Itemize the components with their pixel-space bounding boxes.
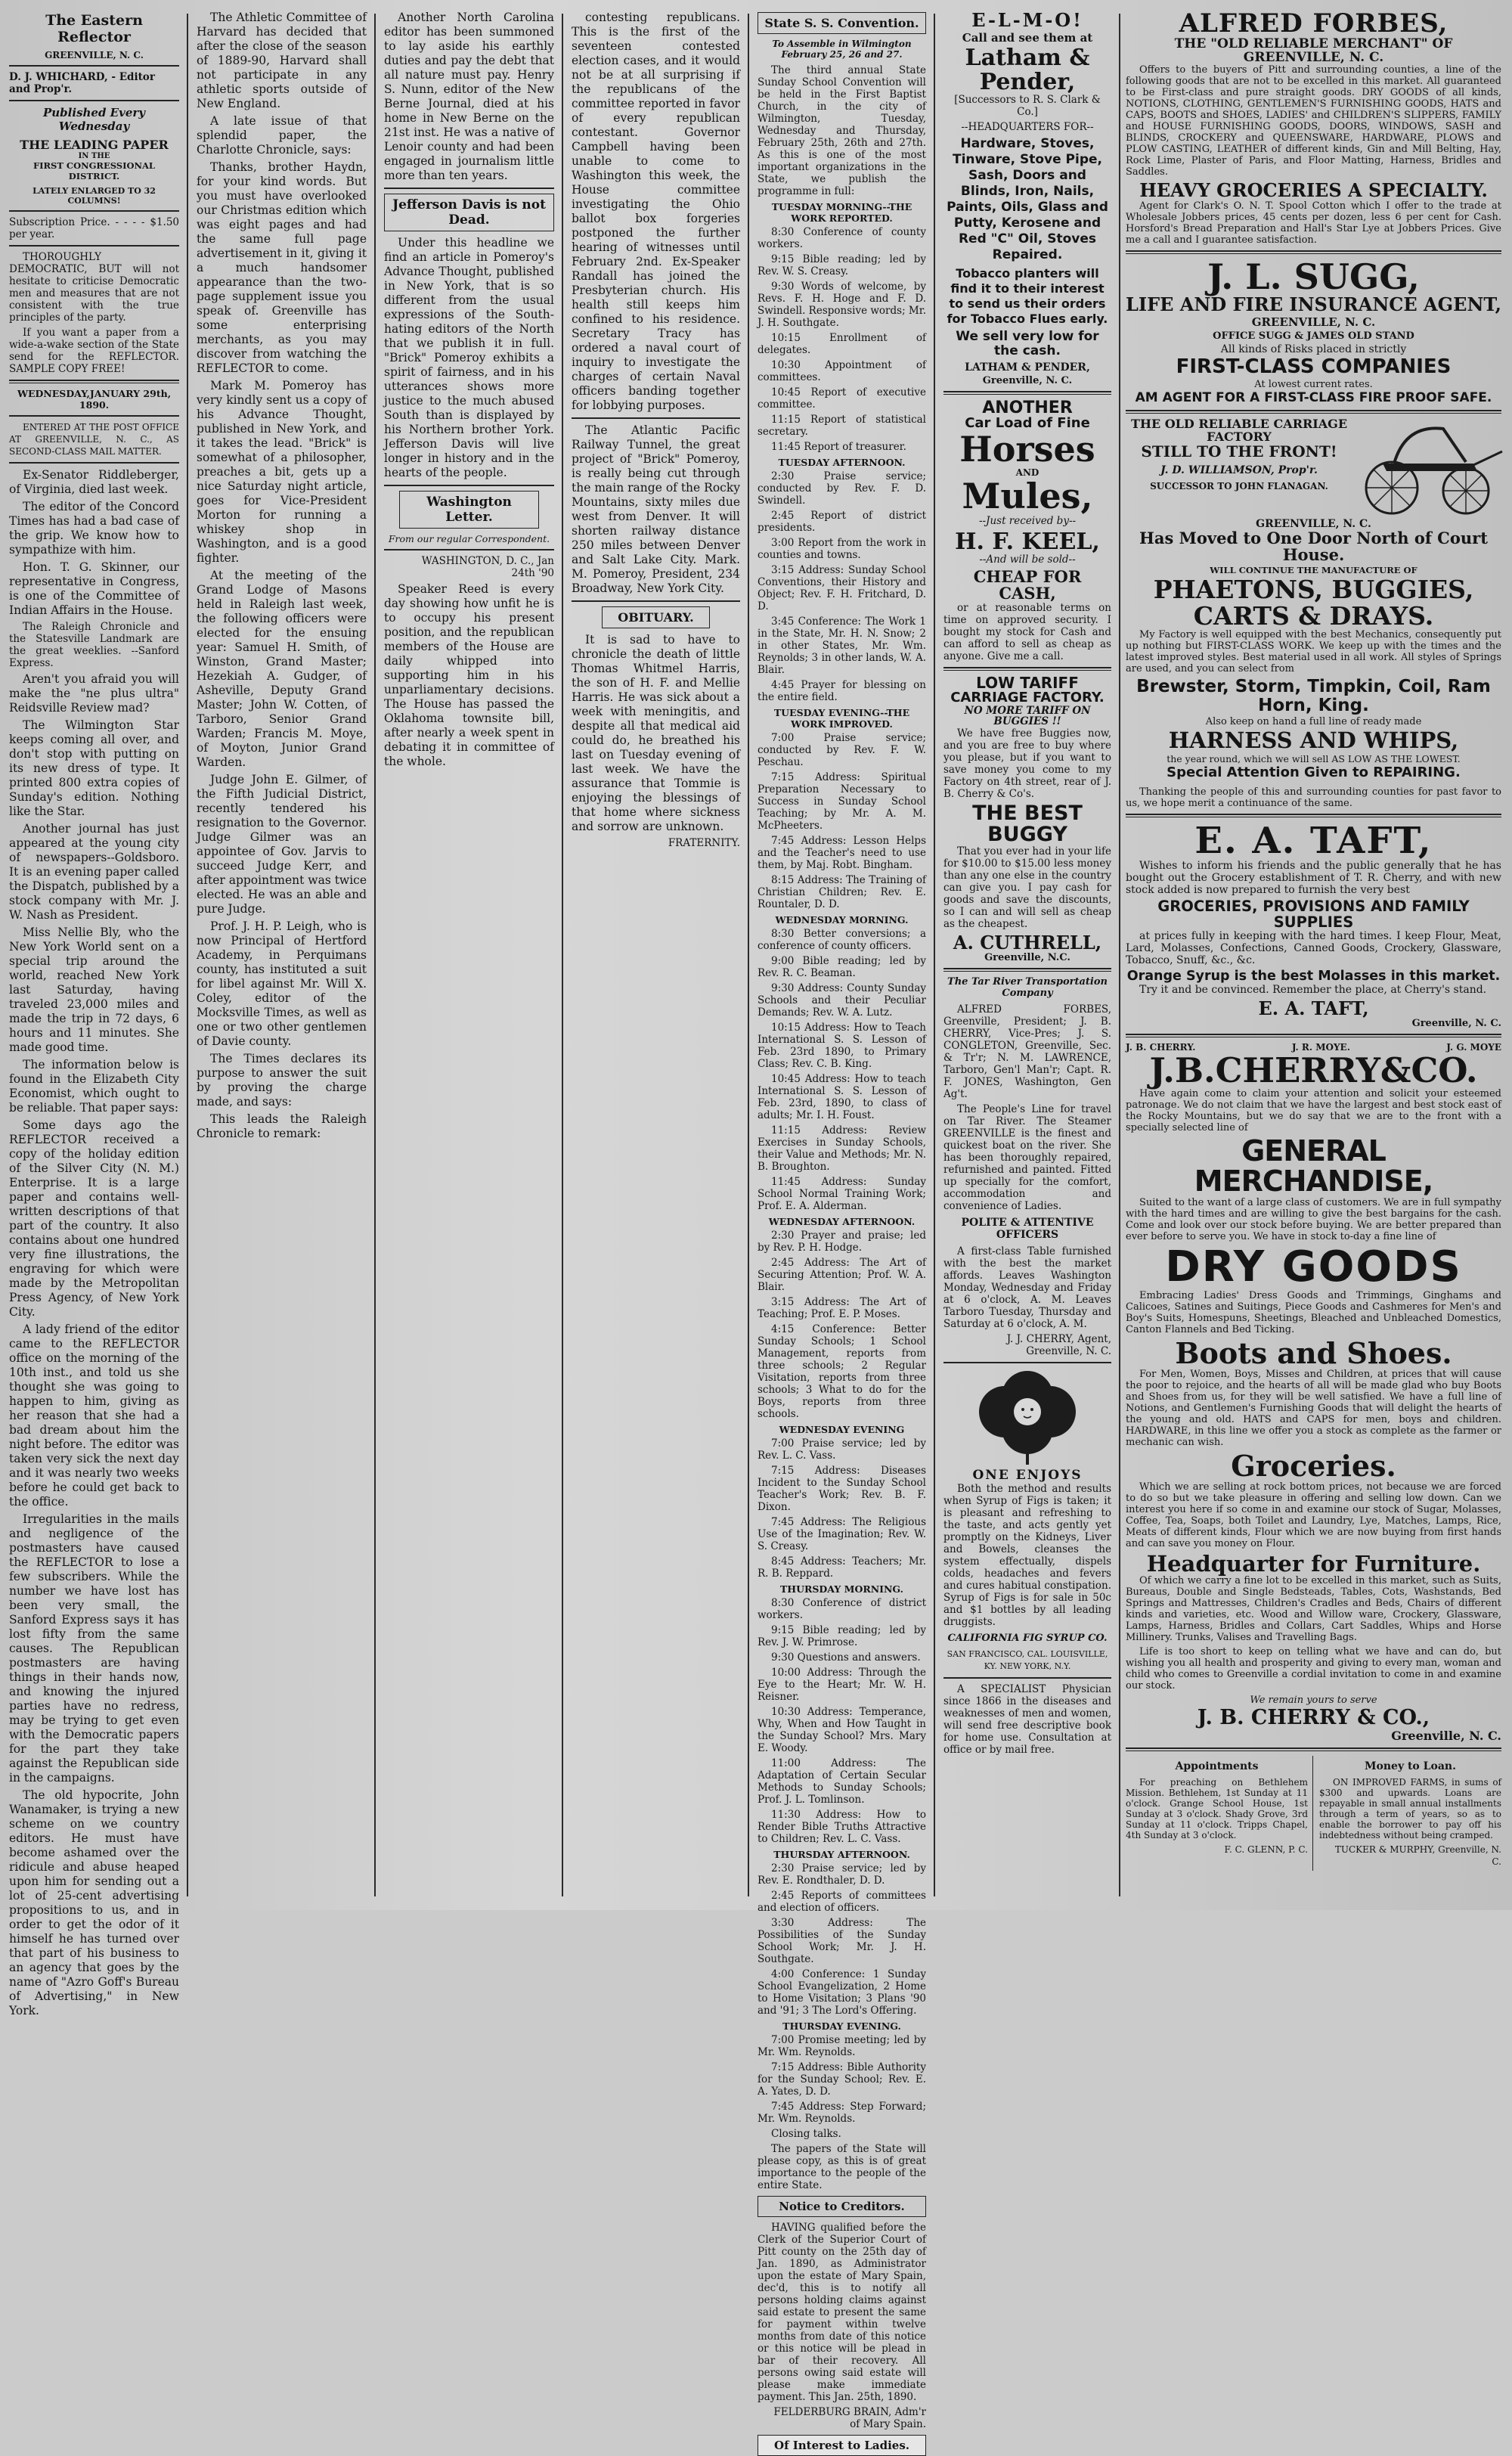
program-item: 10:30 Appointment of committees. xyxy=(758,359,926,383)
news-item: At the meeting of the Grand Lodge of Masons held in Raleigh last week, the following officers were elected for the ensuing year: Samuel H. Smith, of Winston, Grand Master; Hezekiah A. Gudger, of Asheville, Deputy Grand Master; John W. Cotten, of Tarboro, Senior Grand Warden; Francis M. Moye, of Moyton, Junior Grand Warden. xyxy=(197,569,367,769)
program-item: 9:15 Bible reading; led by Rev. J. W. Primrose. xyxy=(758,1624,926,1648)
program-item: 7:15 Address: Spiritual Preparation Necessary to Success in Sunday School Teaching; by Mr. A. M. McPheeters. xyxy=(758,771,926,832)
column-rule xyxy=(187,14,188,1896)
news-item: Irregularities in the mails and negligence of the postmasters have caused the REFLECTOR to lose a few subscribers. While the number we have lost has been very small, the Sanford Express says it has lost fifty from the same causes. The Republican postmasters are having things in their hands now, and knowing the injured parties have no redress, may be trying to get even with the Democratic papers for the part they take against the Republican side in the campaigns. xyxy=(9,1512,179,1785)
masthead-place: GREENVILLE, N. C. xyxy=(45,50,144,60)
obituary-text: It is sad to have to chronicle the death of little Thomas Whitmel Harris, the son of H. F. and Mellie Harris. He was sick about a week with meningitis, and despite all that medical aid could do, he breathed his last on Tuesday evening of last week. We have the assurance that Tommie is enjoying the blessings of that home where sickness and sorrow are unknown. xyxy=(572,633,740,833)
ad-jb-cherry: J.B.CHERRY&CO. xyxy=(1149,1050,1478,1090)
money-to-loan-notice: Money to Loan. ON IMPROVED FARMS, in sums of $300 and upwards. Loans are repayable in small annual installments through a term of years, so as to enable the borrower to pay off his indebtedness without being cramped. TUCKER & MURPHY, Greenville, N. C. xyxy=(1319,1760,1501,1868)
news-item: This leads the Raleigh Chronicle to remark: xyxy=(197,1112,367,1140)
dateline: WASHINGTON, D. C., Jan 24th '90 xyxy=(421,555,554,579)
program-item: 7:00 Praise service; led by Rev. L. C. Vass. xyxy=(758,1437,926,1462)
ad-latham-pender: Latham & Pender, xyxy=(965,45,1090,95)
program-section-heading: THURSDAY AFTERNOON. xyxy=(773,1849,910,1860)
program-section-heading: THURSDAY EVENING. xyxy=(782,2020,901,2032)
news-item: The Times declares its purpose to answer the suit by proving the charge made, and says: xyxy=(197,1052,367,1109)
masthead-published: Published Every Wednesday xyxy=(43,106,145,133)
program-item: 7:15 Address: Bible Authority for the Sunday School; Rev. E. A. Yates, D. D. xyxy=(758,2061,926,2098)
program-item: 9:30 Words of welcome, by Revs. F. H. Hoge and F. D. Swindell. Responsive words; Mr. J. H. Southgate. xyxy=(758,281,926,329)
program-item: 3:00 Report from the work in counties and towns. xyxy=(758,537,926,561)
masthead-name: The Eastern Reflector xyxy=(45,12,143,45)
program-item: 2:30 Prayer and praise; led by Rev. P. H. Hodge. xyxy=(758,1230,926,1254)
entered-notice: ENTERED AT THE POST OFFICE AT GREENVILLE, N. C., AS SECOND-CLASS MAIL MATTER. xyxy=(9,422,179,457)
headline-obituary: OBITUARY. xyxy=(602,606,710,628)
news-item: Aren't you afraid you will make the "ne plus ultra" Reidsville Review mad? xyxy=(9,672,179,715)
masthead-leading: THE LEADING PAPER xyxy=(20,138,169,152)
program-item: 10:15 Enrollment of delegates. xyxy=(758,332,926,356)
program-item: 3:15 Address: The Art of Teaching; Prof. E. P. Moses. xyxy=(758,1296,926,1320)
news-item: Prof. J. H. P. Leigh, who is now Principal of Hertford Academy, in Perquimans county, has instituted a suit for libel against Mr. Will X. Coley, editor of the Mocksville Times, as well as one or two other gentlemen of Davie county. xyxy=(197,919,367,1048)
program-item: 11:15 Report of statistical secretary. xyxy=(758,414,926,438)
news-item: Judge John E. Gilmer, of the Fifth Judicial District, recently tendered his resignation to the Governor. Judge Gilmer was an appointee of Gov. Jarvis to succeed Judge Kerr, and after appointment was twice elected. He was an able and pure Judge. xyxy=(197,773,367,916)
program-section-heading: TUESDAY MORNING--THE WORK REPORTED. xyxy=(771,201,912,224)
column-rule xyxy=(1119,14,1120,1896)
ad-carriage-factory-williamson: THE OLD RELIABLE CARRIAGE FACTORY STILL TO THE FRONT! J. D. WILLIAMSON, Prop'r. SUCCESSOR TO JOHN FLANAGAN. GREENVILLE, N. C. Has Moved to One Door North of Court House. WILL CONTINUE THE MANUFACTURE OF xyxy=(1126,418,1501,577)
program-section-heading: WEDNESDAY EVENING xyxy=(779,1424,905,1435)
program-item: 10:30 Address: Temperance, Why, When and How Taught in the Sunday School? Mrs. Mary E. Woody. xyxy=(758,1706,926,1754)
column-6-ads: E-L-M-O! Call and see them at Latham & Pender, [Successors to R. S. Clark & Co.] --HEADQUARTERS FOR-- Hardware, Stoves, Tinware, Stove Pipe, Sash, Doors and Blinds, Iron, Nails, Paints, Oils, Glass and Putty, Kerosene and Red "C" Oil, Stoves Repaired. Tobacco planters will find it to their interest to send us their orders for Tobacco Flues early. We sell very low for the cash. LATHAM & PENDER, Greenville, N. C. ANOTHER Car Load of Fine Horses AND Mules, --Just received by-- H. F. KEEL, --And will be sold-- CHEAP FOR CASH, or at reasonable terms on time on approved security. I bought my stock for Cash and can afford to sell as cheap as anyone. Give me a call. LOW TARIFF CARRIAGE FACTORY. NO MORE TARIFF ON BUGGIES !! We have free Buggies now, and you are free to buy where you please, but if you want to save money you come to my Factory on 4th street, rear of J. B. Cherry & Co's. THE BEST BUGGY That you ever had in your life for $10.00 to $15.00 less money than any one else in the country can give you. I pay cash for goods and save the discounts, so I can and will sell as cheap as the cheapest. A. CUTHRELL, Greenville, N.C. The Tar River Transportation Company ALFRED FORBES, Greenville, President; J. B. CHERRY, Vice-Pres; J. S. CONGLETON, Greenville, Sec. & Tr'r; N. M. LAWRENCE, Tarboro, Gen'l Man'r; Capt. R. F. JONES, Washington, Gen Ag't. The People's Line for travel on Tar River. The Steamer GREENVILLE is the finest and quickest boat on the river. She has been thoroughly repaired, refurnished and painted. Fitted up specially for the comfort, accommodation and convenience of Ladies. POLITE & ATTENTIVE OFFICERS A first-class Table furnished with the best the market affords. Leaves Washington Monday, Wednesday and Friday at 6 o'clock, A. M. Leaves Tarboro Tuesday, Thursday and Saturday at 6 o'clock, A. M. J. J. CHERRY, Agent, Greenville, N. C. ONE ENJOYS Both the method and results when Syrup of Figs is taken; it is pleasant and refreshing to the taste, and acts gently yet promptly on the Kidneys, Liver and Bowels, cleanses the system effectually, dispels colds, headaches and fevers and cures habitual constipation. Syrup of Figs is for sale in 50c and $1 bottles by all leading druggists. CALIFORNIA FIG SYRUP CO. SAN FRANCISCO, CAL. LOUISVILLE, KY. NEW YORK, N.Y. A SPECIALIST Physician since 1866 in the diseases and weaknesses of men and women, will send free descriptive book for home use. Consultation at office or by mail free. xyxy=(943,9,1111,1757)
program-item: 7:15 Address: Diseases Incident to the Sunday School Teacher's Work; Rev. B. F. Dixon. xyxy=(758,1465,926,1513)
headline-interest-ladies: Of Interest to Ladies. xyxy=(758,2435,926,2456)
partners-row: J. B. CHERRY. J. R. MOYE. J. G. MOYE xyxy=(1126,1041,1501,1053)
ad-sugg-insurance: J. L. SUGG, xyxy=(1207,256,1420,297)
masthead-sample: If you want a paper from a wide-a-wake section of the State send for the REFLECTOR. SAMPLE COPY FREE! xyxy=(9,327,179,375)
program-item: 8:30 Conference of county workers. xyxy=(758,226,926,250)
program-item: 2:30 Praise service; led by Rev. E. Rondthaler, D. D. xyxy=(758,1862,926,1887)
news-item: The information below is found in the Elizabeth City Economist, which ought to be reliable. That paper says: xyxy=(9,1058,179,1115)
column-rule xyxy=(748,14,749,1896)
convention-intro: The third annual State Sunday School Convention will be held in the First Baptist Church, in the city of Wilmington, Tuesday, Wednesday and Thursday, February 25th, 26th and 27th. As this is one of the most important organizations in the State, we publish the programme in full: xyxy=(758,64,926,197)
program-item: 11:45 Address: Sunday School Normal Training Work; Prof. E. A. Alderman. xyxy=(758,1176,926,1212)
program-item: 7:45 Address: Step Forward; Mr. Wm. Reynolds. xyxy=(758,2101,926,2125)
program-item: 3:15 Address: Sunday School Conventions, their History and Object; Rev. F. H. Fritchard, D. D. xyxy=(758,564,926,612)
headline-notice-creditors: Notice to Creditors. xyxy=(758,2196,926,2217)
program-item: 9:30 Questions and answers. xyxy=(771,1651,921,1664)
program-item: 4:00 Conference: 1 Sunday School Evangelization, 2 Home to Home Visitation; 3 Plans '90 and '91; 3 The Lord's Offering. xyxy=(758,1968,926,2017)
column-rule xyxy=(374,14,376,1896)
program-item: 4:45 Prayer for blessing on the entire field. xyxy=(758,679,926,703)
article-jefferson-davis: Under this headline we find an article in Pomeroy's Advance Thought, published in New York, that is so different from the usual expressions of the South-hating editors of the North that we publish it in full. "Brick" Pomeroy exhibits a spirit of fairness, and in his utterances shows more justice to the much abused South than is displayed by his Northern brother York. Jefferson Davis will live longer in history and in the hearts of the people. xyxy=(384,236,554,479)
column-5: State S. S. Convention. To Assemble in Wilmington February 25, 26 and 27. The third annual State Sunday School Convention will be held in the First Baptist Church, in the city of Wilmington, Tuesday, Wednesday and Thursday, February 25th, 26th and 27th. As this is one of the most important organizations in the State, we publish the programme in full: TUESDAY MORNING--THE WORK REPORTED. 8:30 Conference of county workers. 9:15 Bible reading; led by Rev. W. S. Creasy. 9:30 Words of welcome, by Revs. F. H. Hoge and F. D. Swindell. Responsive words; Mr. J. H. Southgate. 10:15 Enrollment of delegates. 10:30 Appointment of committees. 10:45 Report of executive committee. 11:15 Report of statistical secretary. 11:45 Report of treasurer. TUESDAY AFTERNOON. 2:30 Praise service; conducted by Rev. F. D. Swindell. 2:45 Report of district presidents. 3:00 Report from the work in counties and towns. 3:15 Address: Sunday School Conventions, their History and Object; Rev. F. H. Fritchard, D. D. 3:45 Conference: The Work 1 in the State, Mr. H. N. Snow; 2 in other States, Mr. Wm. Reynolds; 3 in other lands, W. A. Blair. 4:45 Prayer for blessing on the entire field. TUESDAY EVENING--THE WORK IMPROVED. 7:00 Praise service; conducted by Rev. F. W. Peschau. 7:15 Address: Spiritual Preparation Necessary to Success in Sunday School Teaching; by Mr. A. M. McPheeters. 7:45 Address: Lesson Helps and the Teacher's need to use them, by Maj. Robt. Bingham. 8:15 Address: The Training of Christian Children; Rev. E. Rountaler, D. D. WEDNESDAY MORNING. 8:30 Better conversions; a conference of county officers. 9:00 Bible reading; led by Rev. R. C. Beaman. 9:30 Address: County Sunday Schools and their Peculiar Demands; Rev. W. A. Lutz. 10:15 Address: How to Teach International S. S. Lesson of Feb. 23rd 1890, to Primary Class; Rev. C. B. King. 10:45 Address: How to teach International S. S. Lesson of Feb. 23rd, 1890, to class of adults; Mr. I. H. Foust. 11:15 Address: Review Exercises in Sunday Schools, their Value and Methods; Mr. N. B. Broughton. 11:45 Address: Sunday School Normal Training Work; Prof. E. A. Alderman. WEDNESDAY AFTERNOON. 2:30 Prayer and praise; led by Rev. P. H. Hodge. 2:45 Address: The Art of Securing Attention; Prof. W. A. Blair. 3:15 Address: The Art of Teaching; Prof. E. P. Moses. 4:15 Conference: Better Sunday Schools; 1 School Management, reports from three schools; 2 Regular Visitation, reports from three schools; 3 What to do for the Boys, reports from three schools. WEDNESDAY EVENING 7:00 Praise service; led by Rev. L. C. Vass. 7:15 Address: Diseases Incident to the Sunday School Teacher's Work; Rev. B. F. Dixon. 7:45 Address: The Religious Use of the Imagination; Rev. W. S. Creasy. 8:45 Address: Teachers; Mr. R. B. Reppard. THURSDAY MORNING. 8:30 Conference of district workers. 9:15 Bible reading; led by Rev. J. W. Primrose. 9:30 Questions and answers. 10:00 Address: Through the Eye to the Heart; Mr. W. H. Reisner. 10:30 Address: Temperance, Why, When and How Taught in the Sunday School? Mrs. Mary E. Woody. 11:00 Address: The Adaptation of Certain Secular Methods to Sunday Schools; Prof. J. L. Tomlinson. 11:30 Address: How to Render Bible Truths Attractive to Children; Rev. L. C. Vass. THURSDAY AFTERNOON. 2:30 Praise service; led by Rev. E. Rondthaler, D. D. 2:45 Reports of committees and election of officers. 3:30 Address: The Possibilities of the Sunday School Work; Mr. J. H. Southgate. 4:00 Conference: 1 Sunday School Evangelization, 2 Home to Home Visitation; 3 Plans '90 and '91; 3 The Lord's Offering. THURSDAY EVENING. 7:00 Promise meeting; led by Mr. Wm. Reynolds. 7:15 Address: Bible Authority for the Sunday School; Rev. E. A. Yates, D. D. 7:45 Address: Step Forward; Mr. Wm. Reynolds. Closing talks. The papers of the State will please copy, as this is of great importance to the people of the entire State. Notice to Creditors. HAVING qualified before the Clerk of the Superior Court of Pitt county on the 25th day of Jan. 1890, as Administrator upon the estate of Mary Spain, dec'd, this is to notify all persons holding claims against said estate to present the same for payment within twelve months from date of this notice or this notice will be plead in bar of their recovery. All persons owing said estate will please make immediate payment. This Jan. 25th, 1890. FELDERBURG BRAIN, Adm'r of Mary Spain. Of Interest to Ladies. xyxy=(750,11,934,1904)
news-item: Mark M. Pomeroy has very kindly sent us a copy of his Advance Thought, published in New York, and it takes the lead. "Brick" is somewhat of a philosopher, preaches a bit, gets up a nice Saturday night article, goes for Vice-President Morton for running a whiskey shop in Washington, and is a good fighter. xyxy=(197,379,367,565)
news-item: Thanks, brother Haydn, for your kind words. But you must have overlooked our Christmas edition which was eight pages and had the same full page advertisement in it, giving it a much handsomer appearance than the two-page supplement issue you speak of. Greenville has some enterprising merchants, as you may discover from watching the REFLECTOR to come. xyxy=(197,160,367,375)
program-item: 2:45 Report of district presidents. xyxy=(758,510,926,534)
news-item: Another North Carolina editor has been summoned to lay aside his earthly duties and pay the debt that all nature must pay. Henry S. Nunn, editor of the New Berne Journal, died at his home in New Berne on the 21st inst. He was a native of Lenoir county and had been engaged in journalism little more than ten years. xyxy=(384,11,554,182)
program-section-heading: WEDNESDAY MORNING. xyxy=(775,914,909,926)
program-item: 11:45 Report of treasurer. xyxy=(771,441,906,453)
program-item: 7:45 Address: Lesson Helps and the Teacher's need to use them, by Maj. Robt. Bingham. xyxy=(758,835,926,871)
masthead-creed: THOROUGHLY DEMOCRATIC, BUT will not hesitate to criticise Democratic men and measures that are not consistent with the true principles of the party. xyxy=(9,251,179,324)
flower-illustration-icon xyxy=(952,1368,1103,1466)
issue-date: WEDNESDAY,JANUARY 29th, 1890. xyxy=(17,388,172,411)
program-item: 11:00 Address: The Adaptation of Certain Secular Methods to Sunday Schools; Prof. J. L. Tomlinson. xyxy=(758,1757,926,1806)
convention-program xyxy=(758,201,926,2140)
program-section-heading: TUESDAY EVENING--THE WORK IMPROVED. xyxy=(773,707,910,730)
ad-keel-horses: ANOTHER xyxy=(982,398,1073,418)
headline-convention: State S. S. Convention. xyxy=(758,12,926,34)
news-item: The old hypocrite, John Wanamaker, is trying a new scheme on we country editors. He must have become ashamed over the ridicule and abuse heaped upon him for sending out a lot of 25-cent advertising propositions to us, and in order to get the odor of it himself he has turned over that part of his business to an agency that goes by the name of "Azro Goff's Bureau of Advertising," in New York. xyxy=(9,1788,179,2017)
news-item: Hon. T. G. Skinner, our representative in Congress, is one of the Committee of Indian Affairs in the House. xyxy=(9,560,179,617)
program-section-heading: TUESDAY AFTERNOON. xyxy=(778,457,906,468)
masthead-price: Subscription Price. - - - - $1.50 per year. xyxy=(9,216,179,240)
program-item: 7:00 Praise service; conducted by Rev. F. W. Peschau. xyxy=(758,732,926,768)
program-item: 10:45 Address: How to teach International S. S. Lesson of Feb. 23rd, 1890, to class of adults; Mr. I. H. Foust. xyxy=(758,1073,926,1121)
column-rule xyxy=(934,14,935,1896)
column-2 xyxy=(189,11,374,1904)
news-item: Another journal has just appeared at the young city of newspapers--Goldsboro. It is an evening paper called the Dispatch, published by a stock company with Mr. J. W. Nash as President. xyxy=(9,822,179,922)
masthead-enlarged: LATELY ENLARGED TO 32 COLUMNS! xyxy=(33,186,156,206)
program-item: 9:00 Bible reading; led by Rev. R. C. Beaman. xyxy=(758,955,926,979)
ad-syrup-of-figs: ONE ENJOYS xyxy=(972,1468,1083,1484)
news-item: The Wilmington Star keeps coming all over, and don't stop with putting on its new dress of type. It printed 800 extra copies of Sunday's edition. Nothing like the Star. xyxy=(9,718,179,818)
column-7-ads: ALFRED FORBES, THE "OLD RELIABLE MERCHANT" OF GREENVILLE, N. C. Offers to the buyers of Pitt and surrounding counties, a line of the following goods that are not to be excelled in this market. All guaranteed to be First-class and pure straight goods. DRY GOODS of all kinds, NOTIONS, CLOTHING, GENTLEMEN'S FURNISHING GOODS, HATS and CAPS, BOOTS and SHOES, LADIES' and CHILDREN'S SLIPPERS, FAMILY and HOUSE FURNISHING GOODS, DOORS, WINDOWS, SASH and BLINDS, CROCKERY and QUEENSWARE, HARDWARE, PLOWS and PLOW CASTING, LEATHER of different kinds, Gin and Mill Belting, Hay, Rock Lime, Plaster of Paris, and Floor Matting, Harness, Bridles and Saddles. HEAVY GROCERIES A SPECIALTY. Agent for Clark's O. N. T. Spool Cotton which I offer to the trade at Wholesale Jobbers prices, 45 cents per dozen, less 6 per cent for Cash. Horsford's Bread Preparation and Hall's Star Lye at Jobbers Prices. Give me a call and I guarantee satisfaction. J. L. SUGG, LIFE AND FIRE INSURANCE AGENT, GREENVILLE, N. C. OFFICE SUGG & JAMES OLD STAND All kinds of Risks placed in strictly FIRST-CLASS COMPANIES At lowest current rates. AM AGENT FOR A FIRST-CLASS FIRE PROOF SAFE. THE OLD RELIABLE CARRIAGE FACTORY STILL TO THE FRONT! J. D. WILLIAMSON, Prop'r. SUCCESSOR TO JOHN FLANAGAN. GREENVILLE, N. C. Has Moved to One Door North of Court House. WILL CONTINUE THE MANUFACTURE OF PHAETONS, BUGGIES, CARTS & DRAYS. My Factory is well equipped with the best Mechanics, consequently put up nothing but FIRST-CLASS WORK. We keep up with the times and the latest improved styles. Best material used in all work. All styles of Springs are used, and you can select from Brewster, Storm, Timpkin, Coil, Ram Horn, King. Also keep on hand a full line of ready made HARNESS AND WHIPS, the year round, which we will sell AS LOW AS THE LOWEST. Special Attention Given to REPAIRING. Thanking the people of this and surrounding counties for past favor to us, we hope merit a continuance of the same. E. A. TAFT, Wishes to inform his friends and the public generally that he has bought out the Grocery establishment of T. R. Cherry, and with new stock added is now prepared to furnish the very best GROCERIES, PROVISIONS AND FAMILY SUPPLIES at prices fully in keeping with the hard times. I keep Flour, Meat, Lard, Molasses, Confections, Canned Goods, Crockery, Glassware, Tobacco, Snuff, &c., &c. Orange Syrup is the best Molasses in this market. Try it and be convinced. Remember the place, at Cherry's stand. E. A. TAFT, Greenville, N. C. J. B. CHERRY. J. R. MOYE. J. G. MOYE J.B.CHERRY&CO. Have again come to claim your attention and solicit your esteemed patronage. We do not claim that we have the largest and best stock east of the Rocky Mountains, but we do say that we are to the front with a specially selected line of GENERAL MERCHANDISE, Suited to the want of a large class of customers. We are in full sympathy with the hard times and are willing to give the best bargains for the cash. Come and look over our stock before buying. We are better prepared than ever before to serve you. We have in stock to-day a fine line of DRY GOODS Embracing Ladies' Dress Goods and Trimmings, Ginghams and Calicoes, Satines and Suitings, Piece Goods and Cashmeres for Men's and Boy's Suits, Homespuns, Sheetings, Bleached and Unbleached Domestics, Canton Flannels and Bed Ticking. Boots and Shoes. For Men, Women, Boys, Misses and Children, at prices that will cause the poor to rejoice, and the hearts of all will be made glad who buy Boots and Shoes from us, for they will be well satisfied. We have a full line of Notions, and Gentlemen's Furnishing Goods that will delight the hearts of the young and old. HATS and CAPS for men, boys and children. HARDWARE, in this line we offer you a stock as complete as the farmer or mechanic can wish. Groceries. Which we are selling at rock bottom prices, not because we are forced to do so but we take pleasure in offering and selling low down. Can we interest you here if so come in and examine our stock of Sugar, Molasses, Coffee, Tea, Soaps, both Toilet and Laundry, Lye, Matches, Lamps, Rice, Meats of different kinds, Flour which we are now buying from first hands and can save you money on Flour. Headquarter for Furniture. Of which we carry a fine lot to be excelled in this market, such as Suits, Bureaus, Double and Single Bedsteads, Tables, Cots, Washstands, Bed Springs and Mattresses, Children's Cradles and Beds, Chairs of different kinds and varieties, etc. Wood and Willow ware, Crockery, Glassware, Lamps, Harness, Bridles and Collars, Cart Saddles, Whips and Horse Millinery. Trunks, Valises and Travelling Bags. Life is too short to keep on telling what we have and can do, but wishing you all health and prosperity and giving to every man, woman and child who comes to Greenville a cordial invitation to come in and examine our stock. We remain yours to serve J. B. CHERRY & CO., Greenville, N. C. Appointments For preaching on Bethlehem Mission. Bethlehem, 1st Sunday at 11 o'clock. Grange School House, 1st Sunday at 3 o'clock. Shady Grove, 3rd Sunday at 11 o'clock. Tripps Chapel, 4th Sunday at 3 o'clock. F. C. GLENN, P. C. Money to Loan. ON IMPROVED FARMS, in sums of $300 and upwards. Loans are repayable in small annual installments through a term of years, so as to enable the borrower to pay off his indebtedness without being cramped. TUCKER & MURPHY, Greenville, N. C. xyxy=(1121,11,1506,1904)
program-item: 9:15 Bible reading; led by Rev. W. S. Creasy. xyxy=(758,253,926,278)
program-item: 7:45 Address: The Religious Use of the Imagination; Rev. W. S. Creasy. xyxy=(758,1516,926,1552)
ad-carriage-factory: LOW TARIFF xyxy=(976,674,1079,693)
program-item: 2:45 Address: The Art of Securing Attention; Prof. W. A. Blair. xyxy=(758,1257,926,1293)
program-item: 11:30 Address: How to Render Bible Truths Attractive to Children; Rev. L. C. Vass. xyxy=(758,1809,926,1845)
bottom-notices xyxy=(1126,1756,1501,1871)
ad-tar-river: The Tar River Transportation Company xyxy=(947,976,1108,1000)
program-item: 4:15 Conference: Better Sunday Schools; 1 School Management, reports from three schools; 2 Regular Visitation, reports from three schools; 3 What to do for the Boys, reports from three schools. xyxy=(758,1323,926,1420)
program-item: 10:45 Report of executive committee. xyxy=(758,386,926,411)
program-item: 2:30 Praise service; conducted by Rev. F. D. Swindell. xyxy=(758,470,926,507)
headline-jefferson-davis: Jefferson Davis is not Dead. xyxy=(384,194,554,231)
obituary-signature: FRATERNITY. xyxy=(668,837,740,849)
article-washington-letter: Speaker Reed is every day showing how unfit he is to occupy his present position, and the republican members of the House are daily whipped into supporting him in his unparliamentary decisions. The House has passed the Oklahoma townsite bill, after nearly a week spent in debating it in committee of the whole. xyxy=(384,582,554,768)
headline-washington-letter: Washington Letter. xyxy=(399,491,539,529)
article-continued: contesting republicans. This is the first of the seventeen contested election cases, and it would not be at all surprising if the republicans of the committee reported in favor of every republican contestant. Governor Campbell having been unable to come to Washington this week, the House committee investigating the Ohio ballot box forgeries postponed the further hearing of witnesses until February 2nd. Ex-Speaker Randall has joined the Presbyterian church. His health still keeps him confined to his residence. Secretary Tracy has ordered a naval court of inquiry to investigate the charges of certain Naval officers banding together for lobbying purposes. xyxy=(572,11,740,412)
program-item: 11:15 Address: Review Exercises in Sunday Schools, their Value and Methods; Mr. N. B. Broughton. xyxy=(758,1124,926,1173)
program-item: 8:15 Address: The Training of Christian Children; Rev. E. Rountaler, D. D. xyxy=(758,874,926,910)
ad-taft-grocery: E. A. TAFT, xyxy=(1194,820,1433,863)
program-item: 3:45 Conference: The Work 1 in the State, Mr. H. N. Snow; 2 in other States, Mr. Wm. Reynolds; 3 in other lands, W. A. Blair. xyxy=(758,616,926,676)
column-1: The Eastern Reflector GREENVILLE, N. C. D. J. WHICHARD, - Editor and Prop'r. Published Every Wednesday THE LEADING PAPER IN THE FIRST CONGRESSIONAL DISTRICT. LATELY ENLARGED TO 32 COLUMNS! Subscription Price. - - - - $1.50 per year. THOROUGHLY DEMOCRATIC, BUT will not hesitate to criticise Democratic men and measures that are not consistent with the true principles of the party. If you want a paper from a wide-a-wake section of the State send for the REFLECTOR. SAMPLE COPY FREE! WEDNESDAY,JANUARY 29th, 1890. ENTERED AT THE POST OFFICE AT GREENVILLE, N. C., AS SECOND-CLASS MAIL MATTER. Ex-Senator Riddleberger, of Virginia, died last week. The editor of the Concord Times has had a bad case of the grip. We know how to sympathize with him. Hon. T. G. Skinner, our representative in Congress, is one of the Committee of Indian Affairs in the House. The Raleigh Chronicle and the Statesville Landmark are the great weeklies. --Sanford Express. Aren't you afraid you will make the "ne plus ultra" Reidsville Review mad? The Wilmington Star keeps coming all over, and don't stop with putting on its new dress of type. It printed 800 extra copies of Sunday's edition. Nothing like the Star. Another journal has just appeared at the young city of newspapers--Goldsboro. It is an evening paper called the Dispatch, published by a stock company with Mr. J. W. Nash as President. Miss Nellie Bly, who the New York World sent on a special trip around the world, reached New York last Saturday, having traveled 23,000 miles and made the trip in 72 days, 6 hours and 11 minutes. She made good time. The information below is found in the Elizabeth City Economist, which ought to be reliable. That paper says: Some days ago the REFLECTOR received a copy of the holiday edition of the Silver City (N. M.) Enterprise. It is a large paper and contains well-written descriptions of that part of the country. It also contains about one hundred very fine illustrations, the engraving for which were made by the Metropolitan Press Agency, of New York City. A lady friend of the editor came to the REFLECTOR office on the morning of the 10th inst., and told us she thought she was going to happen to him, giving as her reason that she had a bad dream about him the night before. The editor was taken very sick the next day and it was nearly two weeks before he could get back to the office. Irregularities in the mails and negligence of the postmasters have caused the REFLECTOR to lose a few subscribers. While the number we have lost has been very small, the Sanford Express says it has lost fifty from the same causes. The Republican postmasters are having things in their hands now, and knowing the injured parties have no redress, may be trying to get even with the Democratic papers for the part they take against the Republican side in the campaigns. The old hypocrite, John Wanamaker, is trying a new scheme on we country editors. He must have become ashamed over the ridicule and abuse heaped upon him for sending out a lot of 25-cent advertising propositions to us, and in order to get the odor of it himself he has turned over that part of his business to an agency that goes by the name of "Azro Goff's Bureau of Advertising," in New York. xyxy=(9,12,179,2017)
ad-specialist: A SPECIALIST Physician since 1866 in the diseases and weaknesses of men and women, will send free descriptive book for home use. Consultation at office or by mail free. xyxy=(943,1683,1111,1757)
column-3: Another North Carolina editor has been summoned to lay aside his earthly duties and pay the debt that all nature must pay. Henry S. Nunn, editor of the New Berne Journal, died at his home in New Berne on the 21st inst. He was a native of Lenoir county and had been engaged in journalism little more than ten years. Jefferson Davis is not Dead. Under this headline we find an article in Pomeroy's Advance Thought, published in New York, that is so different from the usual expressions of the South-hating editors of the North that we publish it in full. "Brick" Pomeroy exhibits a spirit of fairness, and in his utterances shows more justice to the much abused South than is displayed by his Northern brother York. Jefferson Davis will live longer in history and in the hearts of the people. Washington Letter. From our regular Correspondent. WASHINGTON, D. C., Jan 24th '90 Speaker Reed is every day showing how unfit he is to occupy his present position, and the republican members of the House are daily whipped into supporting him in his unparliamentary decisions. The House has passed the Oklahoma townsite bill, after nearly a week spent in debating it in committee of the whole. xyxy=(384,11,554,768)
article-tunnel: The Atlantic Pacific Railway Tunnel, the great project of "Brick" Pomeroy, is really being cut through the main range of the Rocky Mountains, sixty miles due west from Denver. It will shorten railway distance 250 miles between Denver and Salt Lake City. Mark. M. Pomeroy, President, 234 Broadway, New York City. xyxy=(572,423,740,595)
news-item: The Athletic Committee of Harvard has decided that after the close of the season of 1889-90, Harvard shall not participate in any athletic sports outside of New England. xyxy=(197,11,367,110)
program-item: 7:00 Promise meeting; led by Mr. Wm. Reynolds. xyxy=(758,2034,926,2058)
program-item: 3:30 Address: The Possibilities of the Sunday School Work; Mr. J. H. Southgate. xyxy=(758,1917,926,1965)
ad-elmo: E-L-M-O! xyxy=(971,9,1083,31)
program-item: 8:30 Conference of district workers. xyxy=(758,1597,926,1621)
news-item: Miss Nellie Bly, who the New York World sent on a special trip around the world, reached New York last Saturday, having traveled 23,000 miles and made the trip in 72 days, 6 hours and 11 minutes. She made good time. xyxy=(9,926,179,1054)
program-item: 10:15 Address: How to Teach International S. S. Lesson of Feb. 23rd 1890, to Primary Class; Rev. C. B. King. xyxy=(758,1022,926,1070)
program-section-heading: THURSDAY MORNING. xyxy=(779,1583,903,1595)
program-item: 8:45 Address: Teachers; Mr. R. B. Reppard. xyxy=(758,1555,926,1580)
program-item: 2:45 Reports of committees and election of officers. xyxy=(758,1890,926,1914)
program-item: 10:00 Address: Through the Eye to the Heart; Mr. W. H. Reisner. xyxy=(758,1667,926,1703)
news-item: Ex-Senator Riddleberger, of Virginia, died last week. xyxy=(9,468,179,496)
news-item: The editor of the Concord Times has had a bad case of the grip. We know how to sympathize with him. xyxy=(9,500,179,557)
program-item: 8:30 Better conversions; a conference of county officers. xyxy=(758,928,926,952)
masthead-editor: D. J. WHICHARD, - Editor and Prop'r. xyxy=(9,71,155,95)
appointments-notice: Appointments For preaching on Bethlehem Mission. Bethlehem, 1st Sunday at 11 o'clock. Grange School House, 1st Sunday at 3 o'clock. Shady Grove, 3rd Sunday at 11 o'clock. Tripps Chapel, 4th Sunday at 3 o'clock. F. C. GLENN, P. C. xyxy=(1126,1756,1313,1871)
news-item: Some days ago the REFLECTOR received a copy of the holiday edition of the Silver City (N. M.) Enterprise. It is a large paper and contains well-written descriptions of that part of the country. It also contains about one hundred very fine illustrations, the engraving for which were made by the Metropolitan Press Agency, of New York City. xyxy=(9,1118,179,1319)
news-item: A lady friend of the editor came to the REFLECTOR office on the morning of the 10th inst., and told us she thought she was going to happen to him, giving as her reason that she had a bad dream about him the night before. The editor was taken very sick the next day and it was nearly two weeks before he could get back to the office. xyxy=(9,1323,179,1509)
program-item: Closing talks. xyxy=(771,2128,841,2140)
program-section-heading: WEDNESDAY AFTERNOON. xyxy=(768,1216,916,1227)
column-4 xyxy=(564,11,748,1904)
buggy-illustration-icon xyxy=(1352,418,1504,516)
news-item: The Raleigh Chronicle and the Statesville Landmark are the great weeklies. --Sanford Express. xyxy=(9,621,179,669)
program-item: 9:30 Address: County Sunday Schools and their Peculiar Demands; Rev. W. A. Lutz. xyxy=(758,982,926,1019)
ad-alfred-forbes: ALFRED FORBES, xyxy=(1179,8,1448,39)
news-item: A late issue of that splendid paper, the Charlotte Chronicle, says: xyxy=(197,114,367,157)
column-rule xyxy=(562,14,563,1896)
